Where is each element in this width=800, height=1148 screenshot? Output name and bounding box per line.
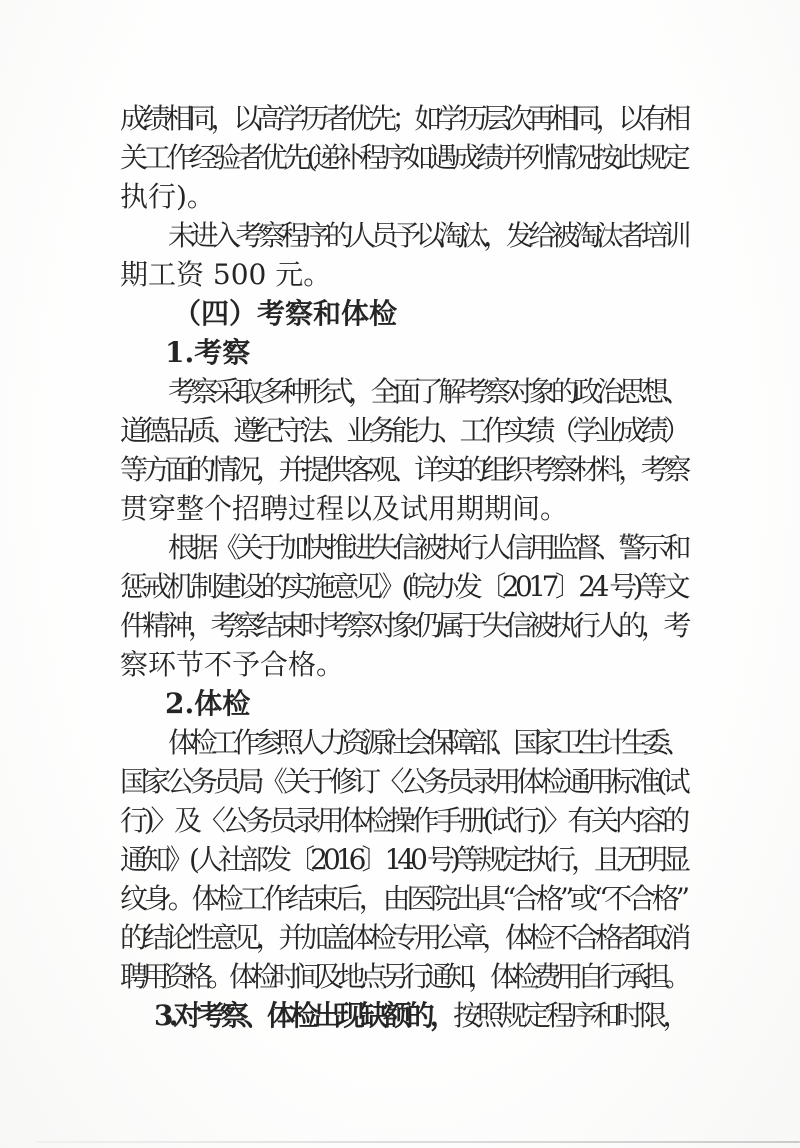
- text-line: [120, 801, 686, 840]
- text-line: [120, 996, 686, 1035]
- text-line: [120, 840, 686, 879]
- text-line: [120, 684, 686, 723]
- text-line-content: 件精神，考察结束时考察对象仍属于失信被执行人的，考: [120, 609, 687, 642]
- text-line-content: 等方面的情况，并提供客观、详实的组织考察材料，考察: [120, 453, 687, 486]
- text-line-content: 惩戒机制建设的实施意见》(皖办发〔2017〕24 号)等文: [120, 570, 686, 603]
- text-line-content: 期工资 500 元。: [120, 258, 332, 291]
- text-line: [120, 177, 686, 216]
- document-text-block: [120, 99, 686, 1035]
- text-line: [120, 489, 686, 528]
- text-line: [120, 957, 686, 996]
- text-line: [120, 99, 686, 138]
- text-line-content: 1.考察: [165, 336, 251, 369]
- text-line-content: 未进入考察程序的人员予以淘汰，发给被淘汰者培训: [168, 219, 686, 252]
- text-line-content: 执行)。: [120, 180, 215, 213]
- text-line: [120, 255, 686, 294]
- text-line: [120, 762, 686, 801]
- text-line-content: 体检工作参照人力资源社会保障部、国家卫生计生委、: [168, 726, 686, 759]
- text-line-content: 成绩相同，以高学历者优先；如学历层次再相同，以有相: [120, 102, 687, 135]
- text-line-content: 关工作经验者优先(递补程序如遇成绩并列情况按此规定: [120, 141, 686, 174]
- text-line-content: 通知》(人社部发〔2016〕140 号)等规定执行，且无明显: [120, 843, 687, 876]
- text-line-content: 纹身。体检工作结束后，由医院出具“合格”或“不合格”: [120, 882, 686, 915]
- text-line-content: 贯穿整个招聘过程以及试用期期间。: [120, 492, 569, 525]
- text-line-content: 根据《关于加快推进失信被执行人信用监督、警示和: [168, 531, 686, 564]
- text-line-content: 2.体检: [165, 687, 251, 720]
- text-line-content: 道德品质、遵纪守法、业务能力、工作实绩（学业成绩）: [120, 414, 687, 447]
- text-line-content: 行)〉及〈公务员录用体检操作手册(试行)〉有关内容的: [120, 804, 687, 837]
- text-line: [120, 138, 686, 177]
- text-line: [120, 294, 686, 333]
- text-line: [120, 723, 686, 762]
- text-line: [120, 567, 686, 606]
- text-line: [120, 216, 686, 255]
- text-line-content: 3.对考察、体检出现缺额的，按照规定程序和时限，: [154, 999, 686, 1032]
- text-line: [120, 918, 686, 957]
- text-line: [120, 606, 686, 645]
- text-line-content: 的结论性意见，并加盖体检专用公章，体检不合格者取消: [120, 921, 687, 954]
- scan-bottom-edge: [36, 1141, 800, 1143]
- text-line-content: 聘用资格。体检时间及地点另行通知，体检费用自行承担。: [120, 960, 687, 993]
- text-line: [120, 528, 686, 567]
- text-line: [120, 333, 686, 372]
- text-line-bold-prefix: 3.对考察、体检出现缺额的，: [154, 999, 454, 1032]
- text-line: [120, 411, 686, 450]
- text-line: [120, 645, 686, 684]
- text-line: [120, 879, 686, 918]
- text-line: [120, 450, 686, 489]
- text-line-content: 国家公务员局《关于修订〈公务员录用体检通用标准(试: [120, 765, 686, 798]
- text-line-content: （四）考察和体检: [173, 297, 398, 330]
- text-line-content: 察环节不予合格。: [120, 648, 345, 681]
- text-line: [120, 372, 686, 411]
- text-line-content: 考察采取多种形式，全面了解考察对象的政治思想、: [168, 375, 686, 408]
